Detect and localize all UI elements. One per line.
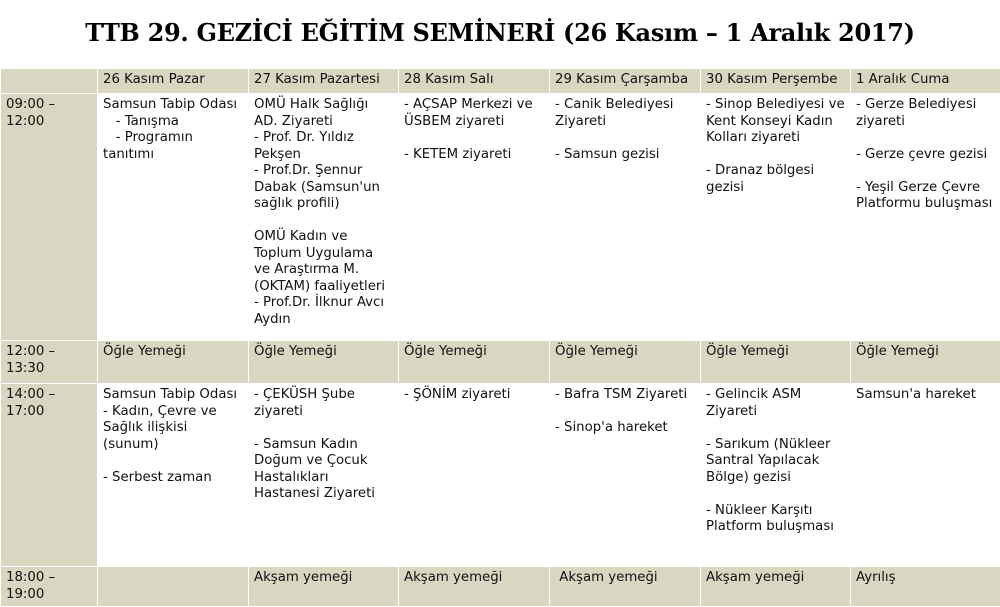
- activity-cell: - Bafra TSM Ziyareti - Sinop'a hareket: [550, 384, 701, 567]
- table-row: [1, 384, 1000, 567]
- activity-cell: Öğle Yemeği: [550, 341, 701, 384]
- header-cell-day: 26 Kasım Pazar: [98, 69, 249, 94]
- time-slot-cell: 09:00 – 12:00: [1, 94, 98, 341]
- activity-cell: Öğle Yemeği: [399, 341, 550, 384]
- activity-cell: Samsun Tabip Odası - Kadın, Çevre ve Sağlık ilişkisi (sunum) - Serbest zaman: [98, 384, 249, 567]
- header-cell-day: 30 Kasım Perşembe: [701, 69, 851, 94]
- activity-cell: Akşam yemeği: [249, 567, 399, 607]
- time-slot-cell: 14:00 – 17:00: [1, 384, 98, 567]
- header-cell-time: [1, 69, 98, 94]
- activity-cell: - Canik Belediyesi Ziyareti - Samsun gezisi: [550, 94, 701, 341]
- activity-cell: Öğle Yemeği: [701, 341, 851, 384]
- table-row: [1, 567, 1000, 607]
- header-row: [1, 69, 1000, 94]
- activity-cell: Öğle Yemeği: [98, 341, 249, 384]
- activity-cell: Akşam yemeği: [399, 567, 550, 607]
- activity-cell: - AÇSAP Merkezi ve ÜSBEM ziyareti - KETEM ziyareti: [399, 94, 550, 341]
- activity-cell: Ayrılış: [851, 567, 1000, 607]
- time-slot-cell: 12:00 – 13:30: [1, 341, 98, 384]
- activity-cell: Öğle Yemeği: [249, 341, 399, 384]
- header-cell-day: 28 Kasım Salı: [399, 69, 550, 94]
- activity-cell: Samsun'a hareket: [851, 384, 1000, 567]
- activity-cell: - Gerze Belediyesi ziyareti - Gerze çevre gezisi - Yeşil Gerze Çevre Platformu buluşması: [851, 94, 1000, 341]
- activity-cell: Öğle Yemeği: [851, 341, 1000, 384]
- time-slot-cell: 18:00 – 19:00: [1, 567, 98, 607]
- page-title: TTB 29. GEZİCİ EĞİTİM SEMİNERİ (26 Kasım – 1 Aralık 2017): [0, 18, 1000, 47]
- header-cell-day: 1 Aralık Cuma: [851, 69, 1000, 94]
- table-row: [1, 94, 1000, 341]
- activity-cell: - ŞÖNİM ziyareti: [399, 384, 550, 567]
- table-row: [1, 341, 1000, 384]
- activity-cell: - ÇEKÜSH Şube ziyareti - Samsun Kadın Doğum ve Çocuk Hastalıkları Hastanesi Ziyareti: [249, 384, 399, 567]
- header-cell-day: 29 Kasım Çarşamba: [550, 69, 701, 94]
- activity-cell: - Sinop Belediyesi ve Kent Konseyi Kadın Kolları ziyareti - Dranaz bölgesi gezisi: [701, 94, 851, 341]
- activity-cell: Akşam yemeği: [701, 567, 851, 607]
- schedule-table: [0, 68, 1000, 607]
- activity-cell: [98, 567, 249, 607]
- activity-cell: Akşam yemeği: [550, 567, 701, 607]
- activity-cell: OMÜ Halk Sağlığı AD. Ziyareti - Prof. Dr. Yıldız Pekşen - Prof.Dr. Şennur Dabak (Samsun'un sağlık profili) OMÜ Kadın ve Toplum Uygulama ve Araştırma M. (OKTAM) faaliyetleri - Prof.Dr. İlknur Avcı Aydın: [249, 94, 399, 341]
- header-cell-day: 27 Kasım Pazartesi: [249, 69, 399, 94]
- activity-cell: - Gelincik ASM Ziyareti - Sarıkum (Nükleer Santral Yapılacak Bölge) gezisi - Nükleer Karşıtı Platform buluşması: [701, 384, 851, 567]
- activity-cell: Samsun Tabip Odası - Tanışma - Programın tanıtımı: [98, 94, 249, 341]
